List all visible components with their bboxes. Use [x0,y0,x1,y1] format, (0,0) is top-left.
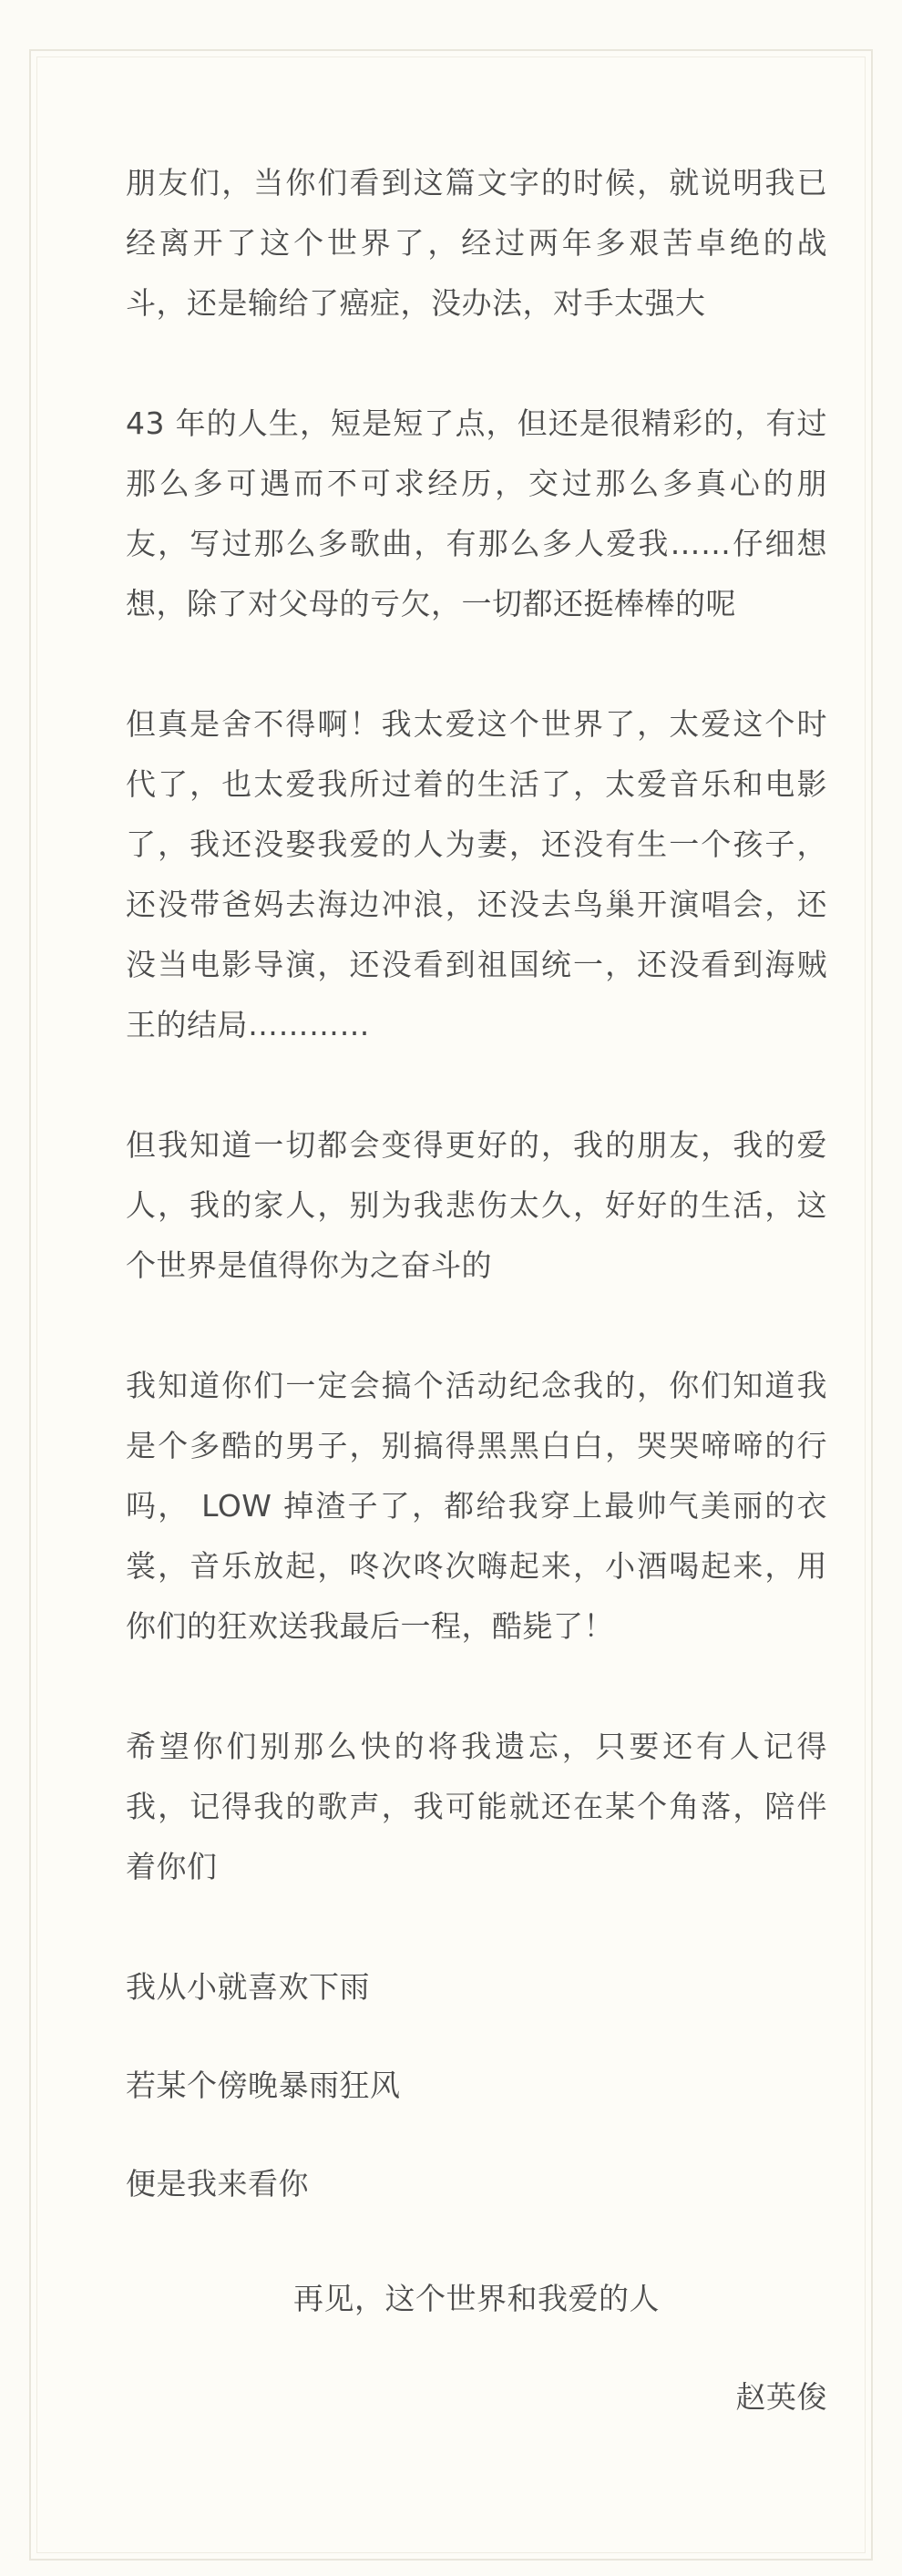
letter-paragraph-6: 希望你们别那么快的将我遗忘，只要还有人记得我，记得我的歌声，我可能就还在某个角落，陪伴着你们 [126,1729,827,1884]
signature: 赵英俊 [735,2379,827,2415]
letter-paragraph-3: 但真是舍不得啊！我太爱这个世界了，太爱这个时代了，也太爱我所过着的生活了，太爱音乐和电影了，我还没娶我爱的人为妻，还没有生一个孩子，还没带爸妈去海边冲浪，还没去鸟巢开演唱会，还没当电影导演，还没看到祖国统一，还没看到海贼王的结局………… [126,706,827,1042]
poem-line-2: 若某个傍晚暴雨狂风 [126,2068,401,2103]
letter-body [126,153,827,2427]
letter-paragraph-5: 我知道你们一定会搞个活动纪念我的，你们知道我是个多酷的男子，别搞得黑黑白白，哭哭啼啼的行吗， LOW 掉渣子了，都给我穿上最帅气美丽的衣裳，音乐放起，咚次咚次嗨起来，小酒喝起来，用你们的狂欢送我最后一程，酷毙了！ [126,1368,827,1644]
closing-line: 再见，这个世界和我爱的人 [293,2281,660,2316]
letter-paragraph-2: 43 年的人生，短是短了点，但还是很精彩的，有过那么多可遇而不可求经历，交过那么多真心的朋友，写过那么多歌曲，有那么多人爱我……仔细想想，除了对父母的亏欠，一切都还挺棒棒的呢 [126,405,827,621]
letter-paragraph-1: 朋友们，当你们看到这篇文字的时候，就说明我已经离开了这个世界了，经过两年多艰苦卓绝的战斗，还是输给了癌症，没办法，对手太强大 [126,165,827,321]
poem-line-3: 便是我来看你 [126,2166,309,2201]
letter-frame [29,49,873,2561]
letter-paragraph-4: 但我知道一切都会变得更好的，我的朋友，我的爱人，我的家人，别为我悲伤太久，好好的生活，这个世界是值得你为之奋斗的 [126,1127,827,1283]
poem-line-1: 我从小就喜欢下雨 [126,1969,370,2005]
